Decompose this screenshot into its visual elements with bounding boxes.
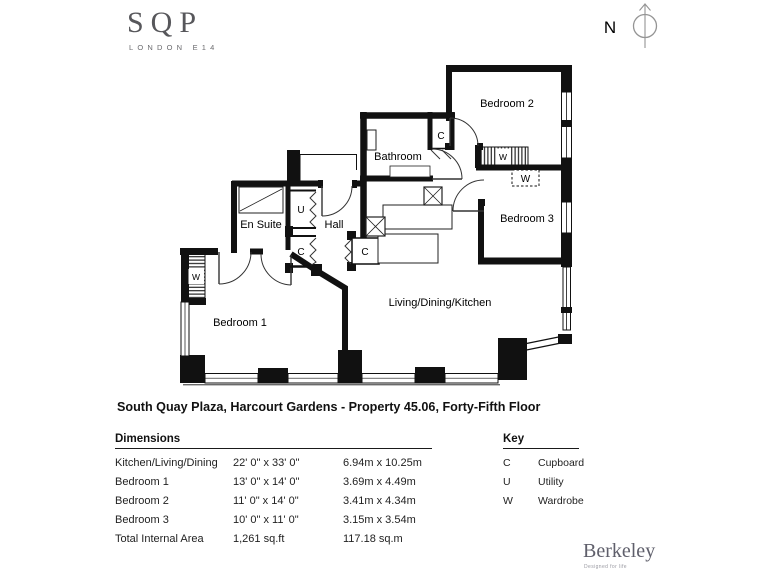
table-row <box>115 530 437 549</box>
berkeley-tagline: Designed for life <box>584 564 627 570</box>
table-row <box>115 453 437 472</box>
key-meaning: Cupboard <box>538 456 585 469</box>
entrance-door-arc <box>322 186 352 216</box>
key-meaning: Utility <box>538 475 564 488</box>
kitchen-counter <box>378 234 438 263</box>
dim-room: Kitchen/Living/Dining <box>115 456 218 469</box>
room-label-bedroom2: Bedroom 2 <box>480 98 534 110</box>
dim-imperial: 13' 0" x 14' 0" <box>233 475 300 488</box>
appliance-unit <box>424 187 442 205</box>
bathroom-door-arc <box>432 149 462 179</box>
dim-metric: 3.15m x 3.54m <box>343 514 416 527</box>
dim-imperial: 10' 0" x 11' 0" <box>233 514 299 527</box>
dim-metric: 3.69m x 4.49m <box>343 475 416 488</box>
key-meaning: Wardrobe <box>538 494 584 507</box>
marker-wardrobe-bedroom1: W <box>191 272 201 282</box>
key-row <box>503 472 595 491</box>
key-heading: Key <box>503 433 525 445</box>
marker-wardrobe-bedroom3: W <box>520 174 531 185</box>
dim-imperial: 22' 0" x 33' 0" <box>233 456 300 469</box>
cupboard-fold-mark <box>431 150 440 159</box>
key-row <box>503 453 595 472</box>
dim-metric: 6.94m x 10.25m <box>343 456 422 469</box>
dim-room: Bedroom 2 <box>115 494 169 507</box>
table-row <box>115 491 437 510</box>
dim-room: Bedroom 1 <box>115 475 169 488</box>
room-label-bedroom3: Bedroom 3 <box>500 213 554 225</box>
dim-imperial: 1,261 sq.ft <box>233 533 285 546</box>
ensuite-door-arc <box>219 252 251 284</box>
utility-folding-door <box>310 192 316 228</box>
kitchen-counter <box>383 205 452 229</box>
marker-cupboard-bathroom: C <box>437 131 445 142</box>
window-mullion <box>561 307 572 313</box>
marker-cupboard-kitchen: C <box>361 247 369 258</box>
page-title: South Quay Plaza, Harcourt Gardens - Property 45.06, Forty-Fifth Floor <box>117 400 541 414</box>
bath <box>390 166 430 177</box>
key-symbol: W <box>503 494 513 507</box>
berkeley-logo <box>583 540 655 570</box>
key-rule <box>503 448 579 449</box>
dimensions-table <box>115 433 437 549</box>
north-label: N <box>603 18 617 37</box>
dim-metric: 3.41m x 4.34m <box>343 494 416 507</box>
room-label-hall: Hall <box>324 219 344 231</box>
room-label-bedroom1: Bedroom 1 <box>213 317 267 329</box>
fixtures <box>239 130 452 263</box>
hall-cupboard-folding-door <box>310 238 316 266</box>
sqp-logo-subtext: LONDON E14 <box>129 43 219 52</box>
dimensions-rule <box>115 448 432 449</box>
sqp-logo-text: SQP <box>127 6 204 39</box>
marker-wardrobe-bedroom2: W <box>498 152 508 162</box>
room-label-living: Living/Dining/Kitchen <box>388 297 492 309</box>
room-label-bathroom: Bathroom <box>374 151 422 163</box>
berkeley-logo-text: Berkeley <box>583 540 656 562</box>
key-row <box>503 491 595 510</box>
key-table <box>503 433 595 510</box>
room-label-en-suite: En Suite <box>240 219 282 231</box>
key-symbol: U <box>503 475 511 488</box>
north-indicator <box>634 4 657 49</box>
appliance-unit <box>366 217 385 236</box>
dim-room: Bedroom 3 <box>115 514 169 527</box>
table-row <box>115 472 437 491</box>
dimensions-heading: Dimensions <box>115 433 181 445</box>
window-mullion <box>561 120 572 127</box>
marker-cupboard-hall: C <box>297 247 305 258</box>
wc <box>367 130 376 150</box>
dim-metric: 117.18 sq.m <box>343 533 403 546</box>
table-row <box>115 511 437 530</box>
marker-utility: U <box>297 205 305 216</box>
kitchen-cupboard-folding-door <box>345 240 351 264</box>
key-symbol: C <box>503 456 511 469</box>
dim-room: Total Internal Area <box>115 533 204 546</box>
dim-imperial: 11' 0" x 14' 0" <box>233 494 299 507</box>
